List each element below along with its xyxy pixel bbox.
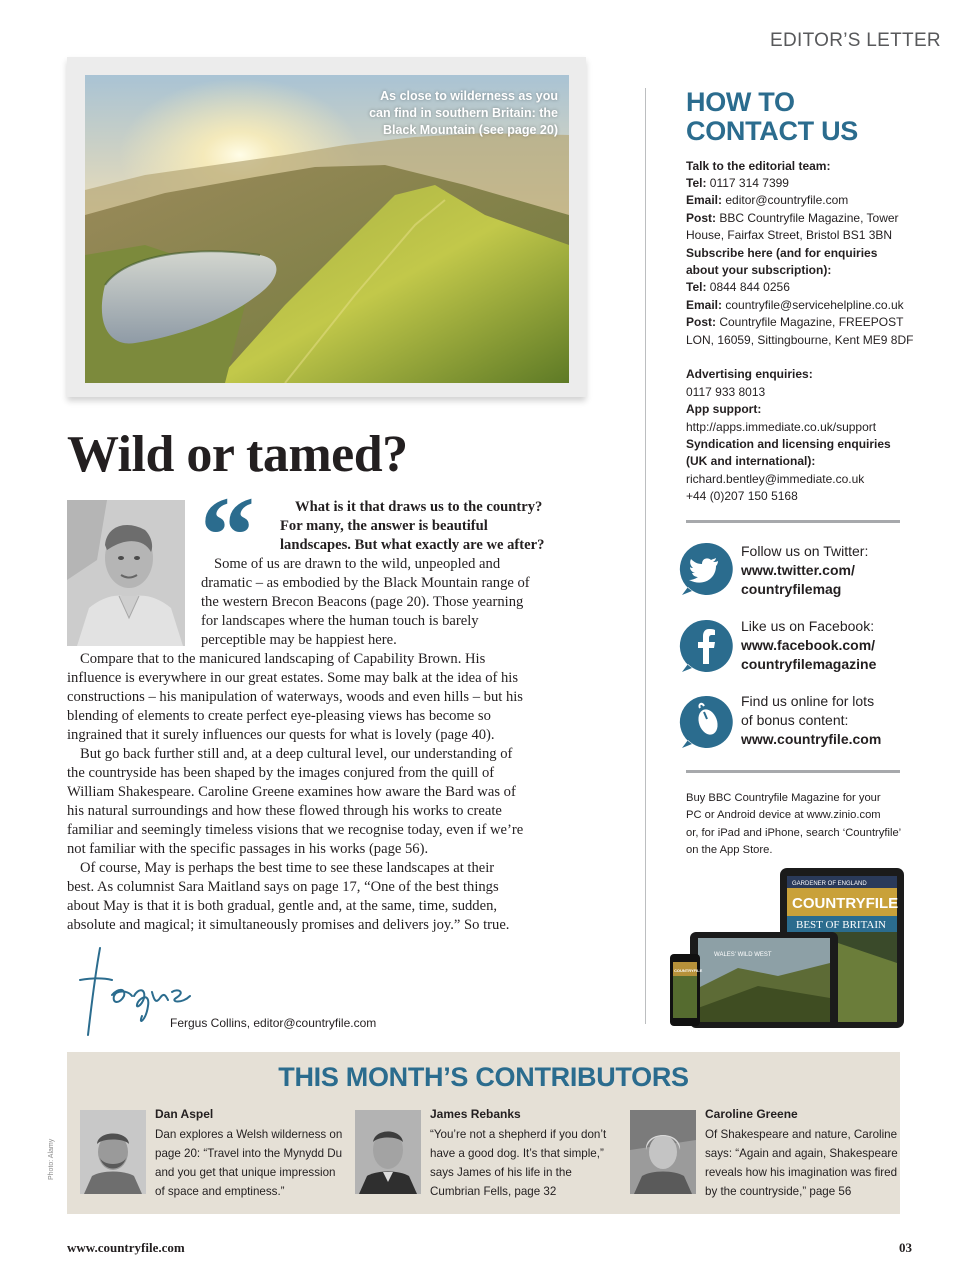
contact-line: 0117 933 8013 [686,385,766,399]
article-intro-line: What is it that draws us to the country? [295,499,543,515]
article-line: Of course, May is perhaps the best time to see these landscapes at their [80,860,495,876]
contact-line: richard.bentley@immediate.co.uk [686,472,865,486]
footer-url[interactable]: www.countryfile.com [67,1240,185,1255]
contact-line: Tel: 0844 844 0256 [686,280,790,294]
article-line: the western Brecon Beacons (page 20). Those yearning [201,594,524,610]
contributor-name: Caroline Greene [705,1107,798,1121]
contact-line: Post: Countryfile Magazine, FREEPOST [686,315,904,329]
article-line: But go back further still and, at a deep cultural level, our understanding of [80,746,513,762]
editor-credit: Fergus Collins, editor@countryfile.com [170,1016,377,1030]
article-line: for landscapes where the human touch is barely [201,613,479,629]
devices-image [668,868,906,1030]
twitter-link[interactable]: countryfilemag [741,581,842,597]
article-line: best. As columnist Sara Maitland says on page 17, “One of the best things [67,879,499,895]
contact-line: App support: [686,402,762,416]
contact-line: Subscribe here (and for enquiries [686,246,878,260]
facebook-text: Like us on Facebook: www.facebook.com/ countryfilemagazine [741,618,877,672]
editor-portrait [67,500,185,646]
buy-text: Buy BBC Countryfile Magazine for your PC or Android device at www.zinio.com or, for iPad and iPhone, search ‘Countryfile’ on the App Store. [686,792,902,856]
article-line: constructions – his manipulation of waterways, woods and even hills – but his [67,689,523,705]
article-line: dramatic – as embodied by the Black Mountain range of [201,575,530,591]
contributor-photo [80,1110,146,1194]
contact-line: http://apps.immediate.co.uk/support [686,420,877,434]
twitter-icon[interactable] [678,541,734,597]
contact-line: Email: editor@countryfile.com [686,193,849,207]
facebook-link[interactable]: www.facebook.com/ [741,637,876,653]
article-line: the countryside has been shaped by the images conjured from the quill of [67,765,495,781]
contributors-title: THIS MONTH’S CONTRIBUTORS [278,1062,689,1092]
article-line: familiar and seemingly timeless visions that we recognise today, even if we’re [67,822,524,838]
svg-text:BEST OF BRITAIN: BEST OF BRITAIN [796,919,886,931]
article-line: influence is everywhere in our great estates. Some may balk at the idea of his [67,670,519,686]
mouse-icon[interactable] [678,694,734,750]
article-intro-line: landscapes. But what exactly are we after? [280,537,545,553]
contact-line: Post: BBC Countryfile Magazine, Tower [686,211,899,225]
photo-caption: As close to wilderness as you can find in southern Britain: the Black Mountain (see page 20) [369,89,558,137]
quote-mark-icon: “ [200,474,255,596]
contributor-text: “You’re not a shepherd if you don’t have a good dog. It’s that simple,” says James of his life in the Cumbrian Fells, page 32 [430,1128,607,1198]
contact-line: Tel: 0117 314 7399 [686,176,789,190]
contact-line: Syndication and licensing enquiries [686,437,891,451]
article-line: ingrained that it surely influences our quests for what is lovely (page 40). [67,727,495,743]
headline: Wild or tamed? [67,426,408,483]
twitter-link[interactable]: www.twitter.com/ [741,562,855,578]
article-line: perceptible may be happiest here. [201,632,397,648]
divider [686,520,900,523]
article-line: not familiar with the specific passages in his works (page 56). [67,841,429,857]
contact-line: House, Fairfax Street, Bristol BS1 3BN [686,228,893,242]
contributor-name: James Rebanks [430,1107,521,1121]
twitter-text: Follow us on Twitter: www.twitter.com/ countryfilemag [741,543,869,597]
column-divider [645,88,646,1024]
svg-text:COUNTRYFILE: COUNTRYFILE [792,895,899,912]
section-label: EDITOR’S LETTER [770,30,941,51]
contact-line: about your subscription): [686,263,832,277]
divider [686,770,900,773]
photo-credit: Photo: Alamy [48,1138,55,1180]
web-text: Find us online for lots of bonus content: www.countryfile.com [741,693,882,747]
contact-line: Advertising enquiries: [686,367,813,381]
contact-line: LON, 16059, Sittingbourne, Kent ME9 8DF [686,333,914,347]
article-line: Compare that to the manicured landscaping of Capability Brown. His [80,651,486,667]
article-line: Some of us are drawn to the wild, unpeopled and [214,556,501,572]
svg-text:COUNTRYFILE: COUNTRYFILE [674,968,703,973]
contributor-photo [630,1110,696,1194]
facebook-link[interactable]: countryfilemagazine [741,656,877,672]
contributor-text: Of Shakespeare and nature, Caroline says: “Again and again, Shakespeare reveals how his imagination was fired by the countryside,” page 56 [705,1128,898,1198]
article-line: about May is that it is both gradual, gentle and, at the same, time, sudden, [67,898,498,914]
contact-line: +44 (0)207 150 5168 [686,489,798,503]
article-intro-line: For many, the answer is beautiful [280,518,488,534]
article-line: absolute and magical; it simultaneously promises and delivers joy.” So true. [67,917,510,933]
page-number: 03 [899,1240,912,1255]
svg-text:GARDENER OF ENGLAND: GARDENER OF ENGLAND [792,881,867,887]
contact-title: HOW TO CONTACT US [686,87,858,146]
contributor-photo [355,1110,421,1194]
contributor-text: Dan explores a Welsh wilderness on page 20: “Travel into the Mynydd Du and you get that unique impression of space and emptiness.” [155,1128,343,1198]
contact-line: Email: countryfile@servicehelpline.co.uk [686,298,904,312]
article-line: blending of elements to create perfect eye-pleasing views has become so [67,708,491,724]
website-link[interactable]: www.countryfile.com [741,731,882,747]
contact-line: Talk to the editorial team: [686,159,831,173]
svg-text:WALES' WILD WEST: WALES' WILD WEST [714,952,772,958]
facebook-icon[interactable] [678,618,734,674]
article-line: his natural surroundings and how these flowed through his works to create [67,803,502,819]
article-line: William Shakespeare. Caroline Greene examines how aware the Bard was of [67,784,516,800]
contact-line: (UK and international): [686,454,816,468]
contributor-name: Dan Aspel [155,1107,214,1121]
